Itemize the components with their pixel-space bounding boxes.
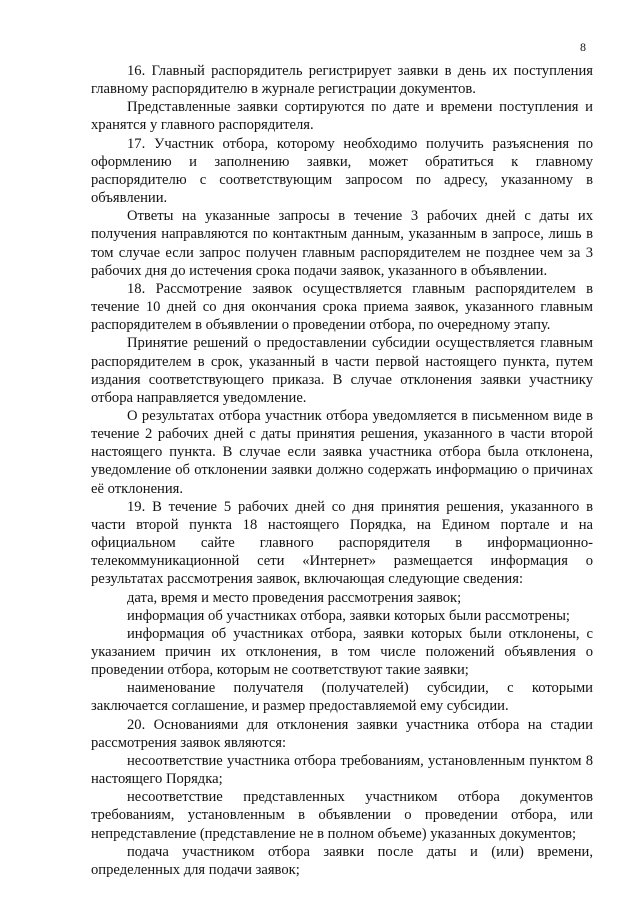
paragraph: информация об участниках отбора, заявки которых были рассмотрены; [127, 607, 570, 624]
page-number: 8 [580, 40, 586, 54]
paragraph: 17. Участник отбора, которому необходимо получить разъяснения по оформлению и заполнению заявки, может обратиться к главному распорядителю с соответствующим запросом по адресу, указанному в объявлении. [91, 135, 593, 207]
paragraph: 19. В течение 5 рабочих дней со дня принятия решения, указанного в части второй пункта 18 настоящего Порядка, на Едином портале и на официальном сайте главного распорядителя в информационно-телекоммуникационной сети «Интернет» размещается информация о результатах рассмотрения заявок, включающая следующие сведения: [91, 498, 593, 588]
paragraph: Принятие решений о предоставлении субсидии осуществляется главным распорядителем в срок, указанный в части первой настоящего пункта, путем издания соответствующего приказа. В случае отклонения заявки участнику отбора направляется уведомление. [91, 335, 593, 406]
paragraph: 18. Рассмотрение заявок осуществляется главным распорядителем в течение 10 дней со дня окончания срока приема заявок, указанного главным распорядителем в объявлении о проведении отбора, по очередному этапу. [91, 280, 593, 334]
paragraph: информация об участниках отбора, заявки которых были отклонены, с указанием причин их отклонения, в том числе положений объявления о проведении отбора, которым не соответствуют такие заявки; [91, 625, 593, 679]
paragraph: О результатах отбора участник отбора уведомляется в письменном виде в течение 2 рабочих дней с даты принятия решения, указанного в части второй настоящего пункта. В случае если заявка участника отбора была отклонена, уведомление об отклонении заявки должно содержать информацию о причинах её отклонения. [91, 407, 593, 497]
paragraph: наименование получателя (получателей) субсидии, с которыми заключается соглашение, и размер предоставляемой ему субсидии. [91, 680, 593, 715]
paragraph: несоответствие участника отбора требованиям, установленным пунктом 8 настоящего Порядка; [91, 752, 593, 788]
paragraph: 16. Главный распорядитель регистрирует заявки в день их поступления главному распорядителю в журнале регистрации документов. [91, 63, 593, 98]
paragraph: Ответы на указанные запросы в течение 3 рабочих дней с даты их получения направляются по контактным данным, указанным в запросе, лишь в том случае если запрос получен главным распорядителем не позднее чем за 3 рабочих дня до истечения срока подачи заявок, указанного в объявлении. [91, 208, 593, 279]
paragraph: дата, время и место проведения рассмотрения заявок; [127, 589, 462, 606]
paragraph: 20. Основаниями для отклонения заявки участника отбора на стадии рассмотрения заявок являются: [91, 716, 593, 751]
paragraph: Представленные заявки сортируются по дате и времени поступления и хранятся у главного распорядителя. [91, 99, 593, 134]
body-text [91, 62, 593, 879]
paragraph: подача участником отбора заявки после даты и (или) времени, определенных для подачи заявок; [91, 843, 593, 878]
paragraph: несоответствие представленных участником отбора документов требованиям, установленным в объявлении о проведении отбора, или непредставление (представление не в полном объеме) указанных документов; [91, 789, 593, 842]
